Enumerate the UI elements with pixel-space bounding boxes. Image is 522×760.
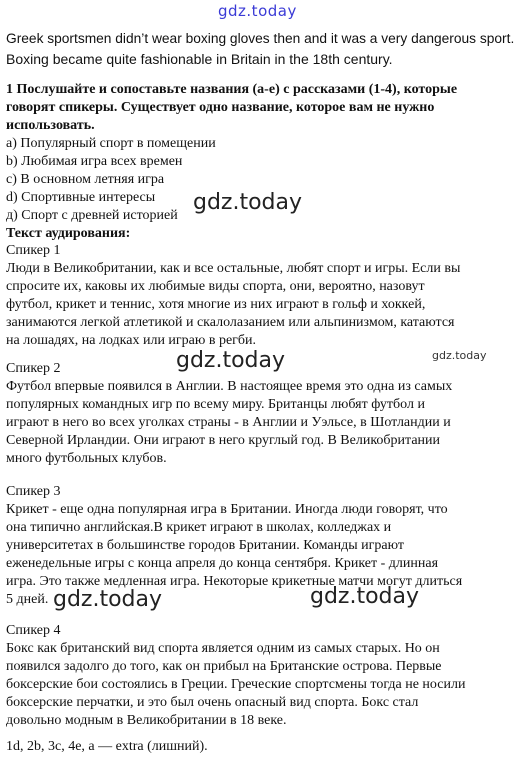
speaker-text-line: 5 дней. [6, 592, 49, 607]
option-item: д) Спорт с древней историей [6, 208, 178, 223]
speaker-text-line: занимаются легкой атлетикой и скалолазанием или альпинизмом, катаются [6, 315, 455, 330]
speaker-text-line: популярных командных игр по всему миру. Британцы любят футбол и [6, 397, 425, 412]
speaker-label: Спикер 3 [6, 484, 61, 499]
option-item: d) Спортивные интересы [6, 190, 156, 205]
transcript-title: Текст аудирования: [6, 226, 131, 241]
task-heading-line: говорят спикеры. Существует одно название, которое вам не нужно [6, 100, 435, 115]
intro-line: Greek sportsmen didn’t wear boxing gloves then and it was a very dangerous sport. [6, 31, 515, 46]
task-heading-line: 1 Послушайте и сопоставьте названия (a-e) с рассказами (1-4), которые [6, 82, 458, 97]
speaker-text-line: боксерские бои состоялись в Греции. Греческие спортсмены тогда не носили [6, 677, 466, 692]
watermark-speaker1: gdz.today [176, 348, 286, 373]
watermark-small-right: gdz.today [432, 349, 487, 362]
watermark-options: gdz.today [193, 190, 303, 215]
speaker-text-line: Крикет - еще одна популярная игра в Британии. Иногда люди говорят, что [6, 502, 448, 517]
watermark-top: gdz.today [218, 2, 297, 20]
option-item: b) Любимая игра всех времен [6, 154, 183, 169]
speaker-text-line: Бокс как британский вид спорта является одним из самых старых. Но он [6, 641, 440, 656]
speaker-text-line: боксерские перчатки, и это был очень опасный вид спорта. Бокс стал [6, 695, 419, 710]
speaker-text-line: Северной Ирландии. Они играют в него круглый год. В Великобритании [6, 433, 441, 448]
watermark-speaker3-right: gdz.today [310, 584, 420, 609]
answer-key: 1d, 2b, 3c, 4e, a — extra (лишний). [6, 739, 208, 754]
intro-line: Boxing became quite fashionable in Britain in the 18th century. [6, 51, 393, 67]
speaker-label: Спикер 4 [6, 623, 61, 638]
speaker-text-line: университетах в большинстве городов Британии. Команды играют [6, 538, 404, 553]
speaker-label: Спикер 2 [6, 361, 61, 376]
speaker-text-line: много футбольных клубов. [6, 451, 167, 466]
speaker-text-line: еженедельные игры с конца апреля до конца сентября. Крикет - длинная [6, 556, 439, 571]
speaker-text-line: спросите их, каковы их любимые виды спорта, они, вероятно, назовут [6, 279, 425, 294]
speaker-text-line: игра. Это также медленная игра. Некоторые крикетные матчи могут длиться [6, 574, 463, 589]
speaker-text-line: появился задолго до того, как он прибыл на Британские острова. Первые [6, 659, 442, 674]
watermark-speaker3-left: gdz.today [53, 587, 163, 612]
speaker-label: Спикер 1 [6, 243, 61, 258]
speaker-text-line: Люди в Великобритании, как и все остальные, любят спорт и игры. Если вы [6, 261, 461, 276]
speaker-text-line: на лошадях, на лодках или играю в регби. [6, 333, 257, 348]
option-item: c) В основном летняя игра [6, 172, 165, 187]
speaker-text-line: Футбол впервые появился в Англии. В настоящее время это одна из самых [6, 379, 453, 394]
speaker-text-line: она типично английская.В крикет играют в школах, колледжах и [6, 520, 392, 535]
speaker-text-line: играют в него во всех уголках страны - в Англии и Уэльсе, в Шотландии и [6, 415, 451, 430]
task-heading-line: использовать. [6, 118, 95, 133]
speaker-text-line: футбол, крикет и теннис, хотя многие из них играют в гольф и хоккей, [6, 297, 426, 312]
speaker-text-line: довольно модным в Великобритании в 18 веке. [6, 713, 287, 728]
option-item: a) Популярный спорт в помещении [6, 136, 216, 151]
